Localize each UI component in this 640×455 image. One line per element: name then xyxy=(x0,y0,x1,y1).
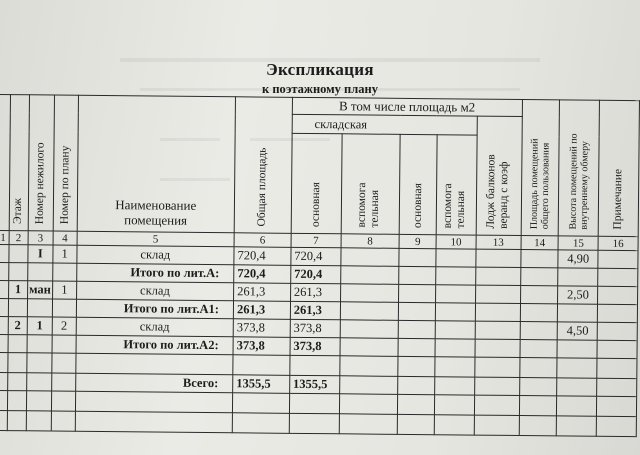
cell-total: 373,8 xyxy=(233,337,290,356)
header-main2 xyxy=(399,134,437,234)
header-loggia xyxy=(476,116,522,235)
header-height-label: Высота помещений по внутреннему обмеру xyxy=(567,133,591,230)
cell-empty xyxy=(598,268,638,286)
cell-empty xyxy=(340,284,399,303)
column-number: 13 xyxy=(476,235,521,249)
cell-plan: 2 xyxy=(52,317,76,335)
header-plan-number xyxy=(53,95,78,231)
cell-plan xyxy=(52,299,76,317)
cell-empty xyxy=(0,352,8,372)
cell-empty xyxy=(289,393,339,413)
cell-empty xyxy=(597,340,637,358)
cell-empty xyxy=(475,339,520,357)
cell-height xyxy=(558,304,598,322)
cell-empty xyxy=(596,416,636,436)
cell-empty xyxy=(598,304,638,322)
cell-empty xyxy=(520,268,558,286)
header-total-area xyxy=(234,97,292,234)
cell-total: 261,3 xyxy=(233,301,290,320)
column-number: 2 xyxy=(9,231,28,245)
cell-empty xyxy=(233,393,290,414)
cell-empty xyxy=(520,322,558,340)
cell-empty xyxy=(340,320,399,339)
cell-name: склад xyxy=(77,245,235,265)
cell-plan xyxy=(52,353,76,373)
cell-height: 4,50 xyxy=(558,322,598,340)
cell-empty xyxy=(398,376,435,394)
cell-floor: 2 xyxy=(8,317,27,335)
cell-empty xyxy=(520,250,558,268)
column-number: 1 xyxy=(0,230,9,244)
cell-total xyxy=(233,355,290,376)
header-aux-label: вспомога тельная xyxy=(356,182,382,228)
column-number: 3 xyxy=(28,231,53,245)
cell-total: 261,3 xyxy=(234,283,291,302)
header-height xyxy=(559,100,600,236)
cell-room xyxy=(27,299,52,317)
cell-empty xyxy=(520,304,558,322)
cell-room xyxy=(27,335,52,353)
cell-empty xyxy=(75,391,233,413)
cell-empty xyxy=(597,396,637,416)
header-main xyxy=(291,133,342,233)
cell-floor xyxy=(8,335,27,353)
cell-empty xyxy=(434,395,474,415)
cell-empty xyxy=(520,286,558,304)
cell-empty xyxy=(339,356,398,377)
cell-empty xyxy=(0,244,9,262)
header-floor-label: Этаж xyxy=(12,198,25,225)
cell-plan xyxy=(52,335,76,353)
cell-room xyxy=(28,263,53,281)
cell-main: 720,4 xyxy=(291,247,341,265)
cell-empty xyxy=(398,356,435,376)
cell-floor xyxy=(9,263,28,281)
cell-empty xyxy=(475,285,520,303)
header-plan-number-label: Номер по плану xyxy=(58,146,72,225)
header-note-label: Примечание xyxy=(611,169,625,231)
cell-floor: 1 xyxy=(8,281,27,299)
cell-height xyxy=(557,340,597,358)
cell-empty xyxy=(476,267,521,285)
column-number: 7 xyxy=(291,233,341,247)
cell-empty xyxy=(0,372,8,390)
cell-name: Итого по лит.А2: xyxy=(76,335,234,355)
header-name-label: Наименование помещения xyxy=(115,197,197,228)
cell-empty xyxy=(26,411,51,431)
header-loggia-label: Лодж балконов веранд с коэф xyxy=(484,154,511,229)
cell-name: склад xyxy=(76,281,234,301)
column-number: 5 xyxy=(77,231,235,247)
cell-total: 1355,5 xyxy=(233,375,290,394)
cell-empty xyxy=(0,280,9,298)
column-number: 4 xyxy=(53,231,77,245)
cell-empty xyxy=(7,411,26,431)
cell-main: 1355,5 xyxy=(289,375,339,393)
cell-empty xyxy=(435,377,475,395)
cell-empty xyxy=(597,358,637,378)
header-note xyxy=(598,100,639,236)
cell-empty xyxy=(557,396,597,416)
cell-empty xyxy=(341,248,400,267)
explication-table xyxy=(0,94,640,437)
cell-empty xyxy=(398,394,435,414)
cell-empty xyxy=(340,338,399,357)
cell-empty xyxy=(399,284,436,302)
cell-empty xyxy=(51,391,75,411)
explication-table-wrapper xyxy=(0,94,640,437)
cell-name: Итого по лит.А1: xyxy=(76,299,234,319)
header-aux2 xyxy=(436,135,477,235)
cell-height xyxy=(557,358,597,378)
cell-empty xyxy=(598,250,638,268)
cell-height xyxy=(557,378,597,396)
cell-height xyxy=(558,268,598,286)
cell-empty xyxy=(474,395,519,415)
cell-empty xyxy=(399,302,436,320)
cell-empty xyxy=(519,416,557,436)
cell-main: 373,8 xyxy=(290,319,340,337)
cell-name: склад xyxy=(76,317,234,337)
header-aux2-label: вспомога тельная xyxy=(442,183,468,229)
cell-main: 373,8 xyxy=(290,337,340,355)
header-group: В том числе площадь м2 xyxy=(292,97,522,116)
cell-main: 261,3 xyxy=(290,283,340,301)
header-room-number-label: Номер нежилого xyxy=(34,142,47,225)
cell-empty xyxy=(435,303,475,321)
cell-empty xyxy=(26,391,51,411)
cell-height: 4,90 xyxy=(558,250,598,268)
header-common-area-label: Площадь помещений общего пользования xyxy=(528,138,552,230)
cell-empty xyxy=(520,340,558,358)
column-number: 14 xyxy=(521,236,559,250)
header-name xyxy=(77,95,236,233)
cell-main: 261,3 xyxy=(290,301,340,319)
cell-plan xyxy=(53,263,77,281)
cell-empty xyxy=(598,286,638,304)
cell-empty xyxy=(398,320,435,338)
cell-floor xyxy=(8,373,27,391)
cell-main xyxy=(290,355,340,375)
column-number: 8 xyxy=(341,234,400,249)
cell-empty xyxy=(557,416,597,436)
cell-empty xyxy=(340,302,399,321)
cell-empty xyxy=(519,396,557,416)
cell-empty xyxy=(398,338,435,356)
cell-name: Итого по лит.А: xyxy=(76,263,234,283)
cell-empty xyxy=(435,357,475,377)
cell-empty xyxy=(597,322,637,340)
cell-main: 720,4 xyxy=(291,265,341,283)
cell-empty xyxy=(339,376,398,395)
header-total-area-label: Общая площадь xyxy=(256,147,269,227)
cell-name: Всего: xyxy=(75,373,233,393)
cell-empty xyxy=(475,303,520,321)
page-subtitle: к поэтажному плану xyxy=(262,82,378,96)
cell-empty xyxy=(474,377,519,395)
cell-empty xyxy=(340,266,399,285)
cell-empty xyxy=(435,321,475,339)
table-body xyxy=(0,244,638,436)
cell-empty xyxy=(339,414,398,435)
cell-empty xyxy=(475,321,520,339)
cell-empty xyxy=(476,249,521,267)
cell-empty xyxy=(436,285,476,303)
cell-room: I xyxy=(28,245,53,263)
column-number: 15 xyxy=(558,236,598,250)
cell-empty xyxy=(597,378,637,396)
header-room-number xyxy=(28,95,54,231)
cell-room xyxy=(26,373,51,391)
cell-name xyxy=(75,353,233,375)
cell-empty xyxy=(75,411,233,433)
cell-total: 373,8 xyxy=(233,319,290,338)
cell-empty xyxy=(0,334,8,352)
cell-empty xyxy=(399,248,436,266)
cell-empty xyxy=(434,415,474,435)
column-number: 6 xyxy=(234,233,291,248)
cell-height: 2,50 xyxy=(558,286,598,304)
cell-empty xyxy=(0,298,8,316)
column-number: 16 xyxy=(598,236,638,250)
cell-empty xyxy=(435,339,475,357)
cell-empty xyxy=(519,358,557,378)
cell-empty xyxy=(289,413,339,433)
cell-empty xyxy=(398,414,435,434)
cell-plan: 1 xyxy=(52,281,76,299)
cell-empty xyxy=(339,394,398,415)
cell-empty xyxy=(436,267,476,285)
cell-plan xyxy=(51,373,75,391)
cell-empty xyxy=(0,262,9,280)
cell-empty xyxy=(519,378,557,396)
cell-total: 720,4 xyxy=(234,247,291,266)
header-aux xyxy=(341,134,401,235)
header-common-area xyxy=(521,100,560,236)
cell-empty xyxy=(51,411,75,431)
cell-plan: 1 xyxy=(53,245,77,263)
header-floor xyxy=(9,95,29,231)
cell-floor xyxy=(8,299,27,317)
cell-empty xyxy=(0,316,8,334)
cell-room: 1 xyxy=(27,317,52,335)
header-main-label: основная xyxy=(309,181,322,228)
cell-empty xyxy=(399,266,436,284)
header-subgroup: складская xyxy=(292,114,477,135)
cell-empty xyxy=(7,391,26,411)
header-main2-label: основная xyxy=(411,182,424,229)
cell-empty xyxy=(475,357,520,377)
cell-empty xyxy=(436,249,476,267)
cell-empty xyxy=(474,415,519,435)
cell-total: 720,4 xyxy=(234,265,291,284)
cell-floor xyxy=(8,353,27,373)
cell-room xyxy=(27,353,52,373)
cell-room: ман xyxy=(27,281,52,299)
page-title: Экспликация xyxy=(266,60,374,79)
column-number: 10 xyxy=(436,235,476,249)
cell-floor xyxy=(9,245,28,263)
cell-empty xyxy=(232,413,289,434)
column-number: 9 xyxy=(399,234,436,248)
